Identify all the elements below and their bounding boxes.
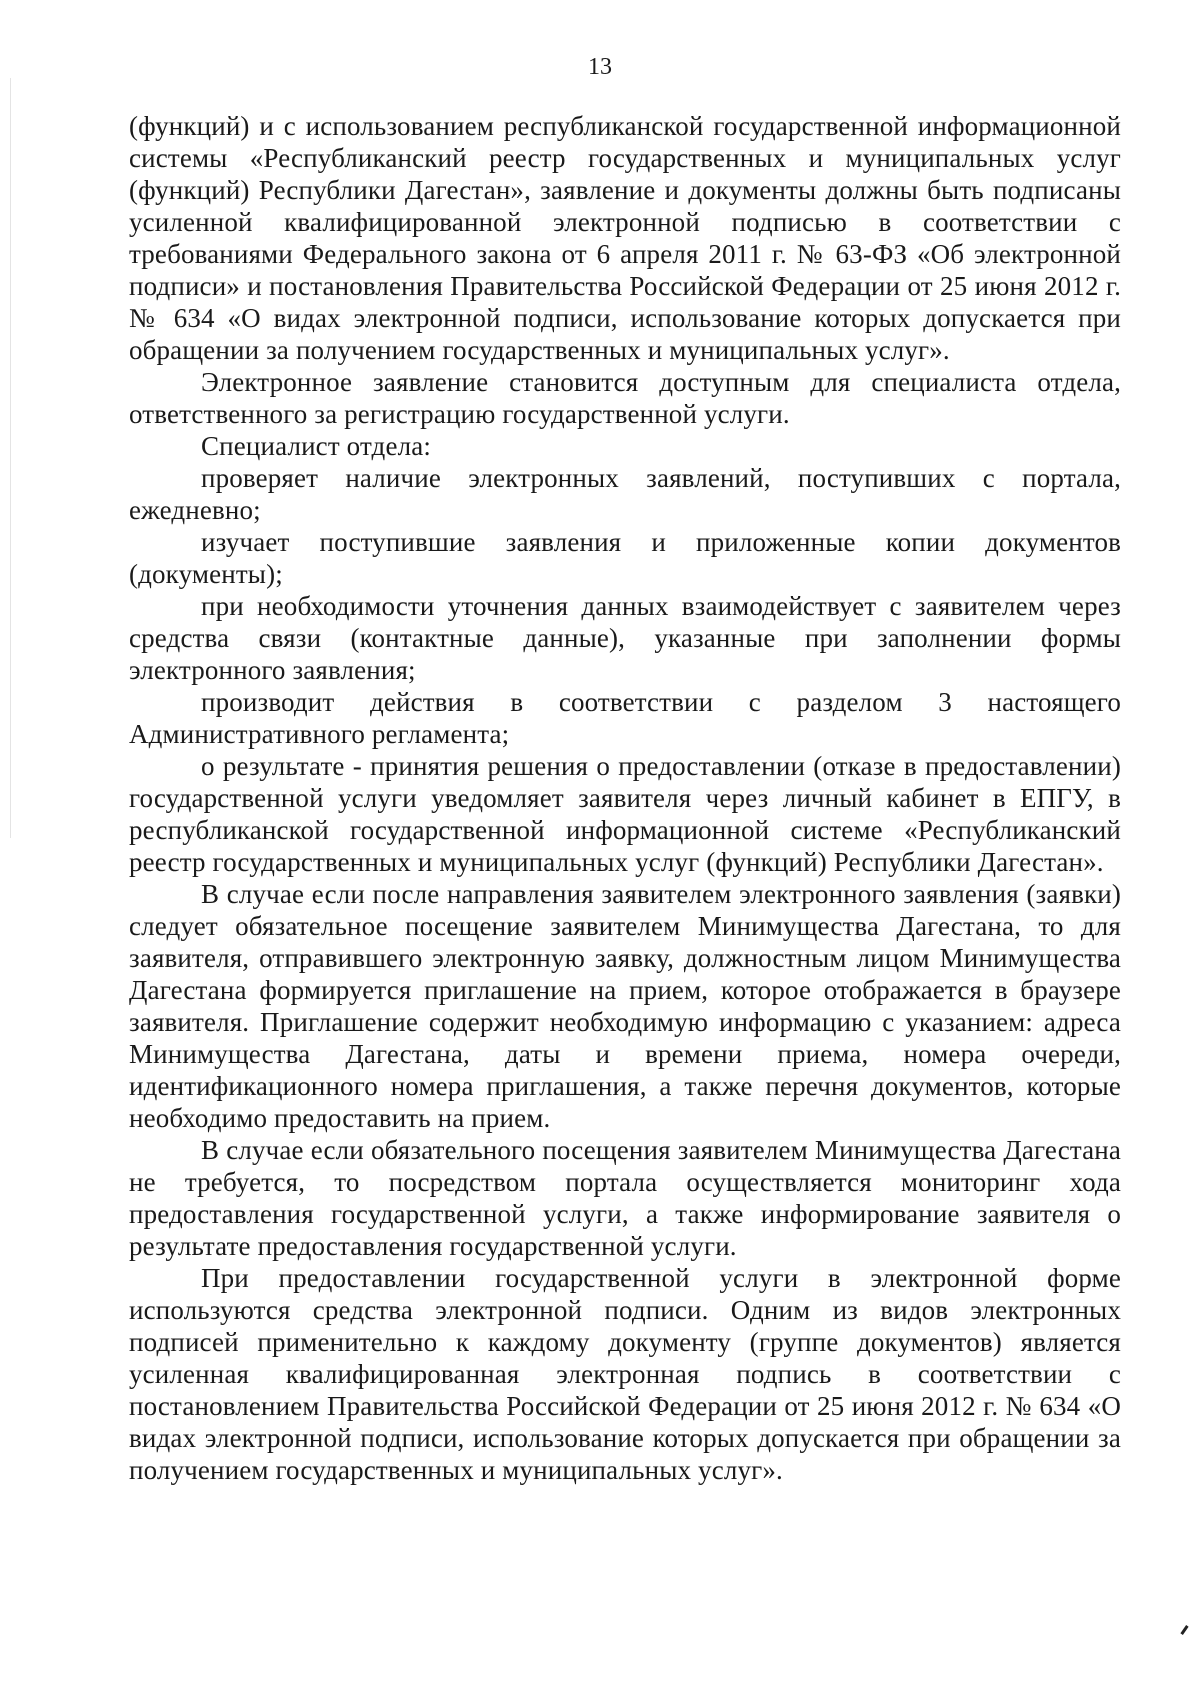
paragraph: В случае если обязательного посещения заявителем Минимущества Дагестана не требуется, то посредством портала осуществляется мониторинг хода предоставления государственной услуги, а также информирование заявителя о результате предоставления государственной услуги. — [129, 1135, 1121, 1261]
paragraph: Электронное заявление становится доступным для специалиста отдела, ответственного за регистрацию государственной услуги. — [129, 367, 1121, 429]
paragraph: производит действия в соответствии с разделом 3 настоящего Административного регламента; — [129, 687, 1121, 749]
paragraph: проверяет наличие электронных заявлений, поступивших с портала, ежедневно; — [129, 463, 1121, 525]
page-number: 13 — [588, 54, 612, 80]
paragraph-continuation: (функций) и с использованием республиканской государственной информационной системы «Республиканский реестр государственных и муниципальных услуг (функций) Республики Дагестан», заявление и документы должны быть подписаны усиленной квалифицированной электронной подписью в соответствии с требованиями Федерального закона от 6 апреля 2011 г. № 63-ФЗ «Об электронной подписи» и постановления Правительства Российской Федерации от 25 июня 2012 г. № 634 «О видах электронной подписи, использование которых допускается при обращении за получением государственных и муниципальных услуг». — [129, 111, 1121, 365]
paragraph: Специалист отдела: — [201, 431, 431, 461]
scan-margin-line — [10, 78, 11, 838]
paragraph: В случае если после направления заявителем электронного заявления (заявки) следует обязательное посещение заявителем Минимущества Дагестана, то для заявителя, отправившего электронную заявку, должностным лицом Минимущества Дагестана формируется приглашение на прием, которое отображается в браузере заявителя. Приглашение содержит необходимую информацию с указанием: адреса Минимущества Дагестана, даты и времени приема, номера очереди, идентификационного номера приглашения, а также перечня документов, которые необходимо предоставить на прием. — [129, 879, 1121, 1133]
scan-mark — [1180, 1625, 1188, 1635]
paragraph: изучает поступившие заявления и приложенные копии документов (документы); — [129, 527, 1121, 589]
paragraph: о результате - принятия решения о предоставлении (отказе в предоставлении) государственной услуги уведомляет заявителя через личный кабинет в ЕПГУ, в республиканской государственной информационной системе «Республиканский реестр государственных и муниципальных услуг (функций) Республики Дагестан». — [129, 751, 1121, 877]
document-body — [129, 110, 1121, 1486]
paragraph: при необходимости уточнения данных взаимодействует с заявителем через средства связи (контактные данные), указанные при заполнении формы электронного заявления; — [129, 591, 1121, 685]
paragraph: При предоставлении государственной услуги в электронной форме используются средства электронной подписи. Одним из видов электронных подписей применительно к каждому документу (группе документов) является усиленная квалифицированная электронная подпись в соответствии с постановлением Правительства Российской Федерации от 25 июня 2012 г. № 634 «О видах электронной подписи, использование которых допускается при обращении за получением государственных и муниципальных услуг». — [129, 1263, 1121, 1485]
